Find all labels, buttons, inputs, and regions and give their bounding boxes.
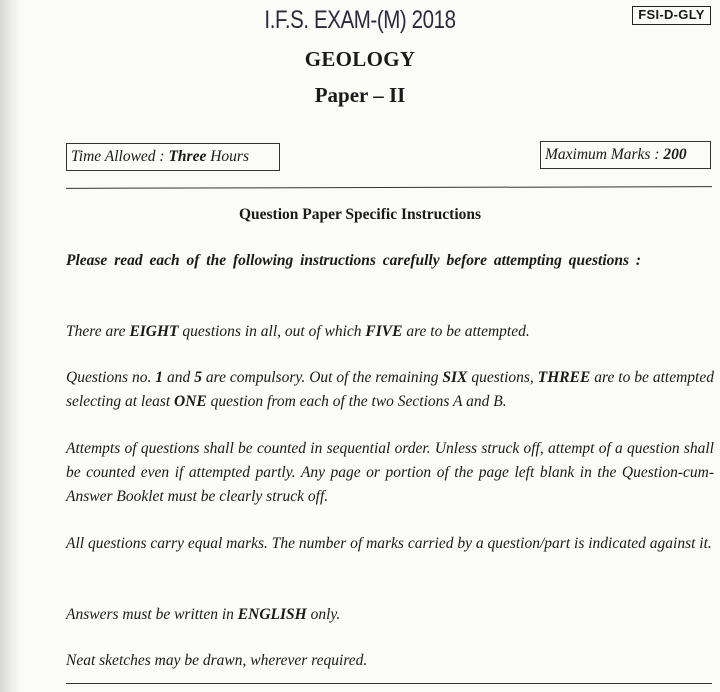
marks-value: 200	[663, 146, 687, 163]
instruction-compulsory-questions	[66, 366, 714, 414]
text-run: are to be attempted selecting at least	[66, 369, 714, 410]
instruction-sketches: Neat sketches may be drawn, wherever required.	[66, 652, 368, 669]
text-run: question from each of the two Sections A and B.	[206, 393, 507, 410]
instruction-question-count	[66, 320, 714, 344]
marks-label: Maximum Marks :	[545, 146, 660, 163]
emphasis: ENGLISH	[237, 606, 307, 623]
emphasis: ONE	[174, 393, 207, 410]
text-run: Questions no.	[66, 369, 156, 386]
text-run: and	[163, 369, 195, 386]
text-run: only.	[306, 606, 341, 623]
top-divider	[66, 186, 712, 189]
text-run: questions in all, out of which	[178, 323, 366, 340]
exam-title: I.F.S. EXAM-(M) 2018	[264, 6, 456, 34]
emphasis: THREE	[537, 369, 591, 386]
emphasis: FIVE	[365, 323, 403, 340]
text-run: There are	[66, 323, 130, 340]
time-label: Time Allowed :	[71, 148, 165, 165]
maximum-marks-box	[540, 141, 711, 169]
bottom-divider	[66, 683, 712, 684]
text-run: questions,	[467, 369, 538, 386]
text-run: Answers must be written in	[66, 606, 238, 623]
text-run: are compulsory. Out of the remaining	[201, 369, 443, 386]
instructions-heading: Question Paper Specific Instructions	[238, 206, 482, 223]
emphasis: SIX	[442, 369, 468, 386]
instructions-lead: Please read each of the following instructions carefully before attempting questions :	[66, 252, 642, 269]
text-run: are to be attempted.	[402, 323, 530, 340]
emphasis: EIGHT	[129, 323, 179, 340]
instruction-sequential-order: Attempts of questions shall be counted in sequential order. Unless struck off, attempt of a question shall be counted even if attempted partly. Any page or portion of the page left blank in the Question-cum-Answer Booklet must be clearly struck off.	[66, 440, 714, 505]
time-value: Three	[168, 148, 207, 165]
paper-code-badge: FSI-D-GLY	[632, 6, 711, 25]
emphasis: 5	[194, 369, 202, 386]
time-unit: Hours	[210, 148, 249, 165]
subject-title: GEOLOGY	[304, 47, 416, 71]
time-allowed-box	[66, 143, 280, 171]
paper-number: Paper – II	[314, 83, 406, 107]
instruction-equal-marks: All questions carry equal marks. The number of marks carried by a question/part is indicated against it.	[66, 535, 712, 552]
instruction-language	[66, 603, 714, 627]
emphasis: 1	[155, 369, 164, 386]
